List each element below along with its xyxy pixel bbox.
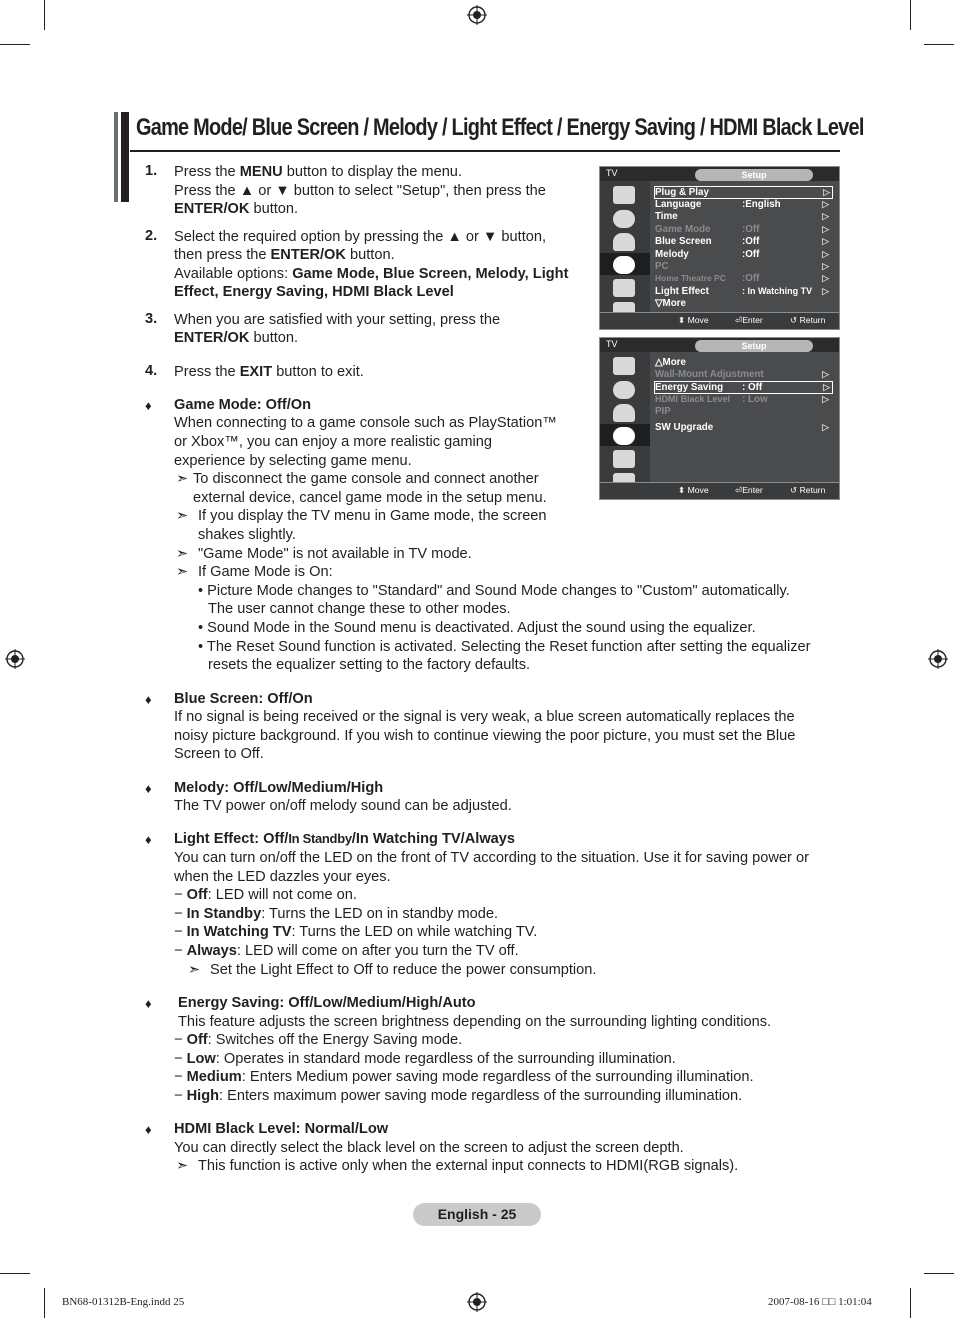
osd-top-bar — [600, 338, 839, 352]
light-effect-item: − In Watching TV: Turns the LED on while watching TV. — [174, 924, 538, 940]
step-3-line: When you are satisfied with your setting, press the — [174, 312, 501, 328]
picture-icon — [613, 357, 635, 375]
title-accent-bar — [114, 112, 118, 202]
crop-mark — [0, 44, 30, 45]
step-number: 3. — [145, 311, 158, 327]
hdmi-heading: HDMI Black Level: Normal/Low — [174, 1121, 389, 1137]
game-note: shakes slightly. — [198, 527, 296, 543]
osd-sidebar — [600, 181, 650, 313]
registration-mark-icon — [467, 1292, 487, 1312]
osd-row-more: ▽More — [655, 298, 686, 309]
game-note: If you display the TV menu in Game mode, the screen — [198, 508, 547, 524]
channel-icon — [613, 233, 635, 251]
step-3-line: ENTER/OK button. — [174, 330, 299, 346]
step-1-line: Press the MENU button to display the menu. — [174, 164, 462, 180]
osd-move-hint: ⬍ Move — [678, 315, 709, 325]
crop-mark — [924, 1273, 954, 1274]
hdmi-text: You can directly select the black level on the screen to adjust the screen depth. — [174, 1140, 684, 1156]
input-icon — [613, 279, 635, 297]
bullet-icon: ♦ — [145, 398, 152, 413]
light-effect-note: Set the Light Effect to Off to reduce the power consumption. — [210, 962, 597, 978]
print-slug-left: BN68-01312B-Eng.indd 25 — [62, 1296, 185, 1308]
step-number: 2. — [145, 228, 158, 244]
light-effect-item: − In Standby: Turns the LED on in standby mode. — [174, 906, 499, 922]
crop-mark — [44, 1288, 45, 1318]
game-sub-item: resets the equalizer setting to the factory defaults. — [208, 657, 531, 673]
step-1-line: Press the ▲ or ▼ button to select "Setup", then press the — [174, 183, 546, 199]
osd-row: Home Theatre PC :Off ▷ — [655, 273, 829, 284]
bullet-icon: ♦ — [145, 1122, 152, 1137]
osd-row: Wall-Mount Adjustment ▷ — [655, 369, 829, 380]
page-number-badge: English - 25 — [413, 1203, 541, 1226]
blue-screen-heading: Blue Screen: Off/On — [174, 691, 313, 707]
melody-heading: Melody: Off/Low/Medium/High — [174, 780, 384, 796]
osd-row: SW Upgrade ▷ — [655, 422, 829, 433]
game-sub-item: • Sound Mode in the Sound menu is deactivated. Adjust the sound using the equalizer. — [198, 620, 756, 636]
step-4-line: Press the EXIT button to exit. — [174, 364, 364, 380]
osd-row: Time ▷ — [655, 211, 829, 222]
osd-row: HDMI Black Level : Low ▷ — [655, 394, 829, 405]
page-title: Game Mode/ Blue Screen / Melody / Light Effect / Energy Saving / HDMI Black Level — [136, 114, 864, 141]
osd-row-more: △More — [655, 357, 686, 368]
channel-icon — [613, 404, 635, 422]
sound-icon — [613, 210, 635, 228]
osd-row: Light Effect : In Watching TV ▷ — [655, 286, 829, 297]
step-2-line: then press the ENTER/OK button. — [174, 247, 395, 263]
note-arrow-icon: ➣ — [176, 1158, 189, 1174]
osd-tv-label: TV — [606, 339, 618, 349]
osd-row: PC ▷ — [655, 261, 829, 272]
step-2-line: Effect, Energy Saving, HDMI Black Level — [174, 284, 454, 300]
game-sub-item: The user cannot change these to other modes. — [208, 601, 511, 617]
osd-row-energy-saving: Energy Saving : Off ▷ — [655, 382, 830, 393]
light-effect-text: when the LED dazzles your eyes. — [174, 869, 391, 885]
game-sub-item: • The Reset Sound function is activated. Selecting the Reset function after setting the equalizer — [198, 639, 811, 655]
game-note: external device, cancel game mode in the setup menu. — [193, 490, 547, 506]
osd-row: Blue Screen :Off ▷ — [655, 236, 829, 247]
game-sub-item: • Picture Mode changes to "Standard" and Sound Mode changes to "Custom" automatically. — [198, 583, 790, 599]
osd-bottom-bar — [600, 482, 839, 499]
game-mode-text: When connecting to a game console such as PlayStation™ — [174, 415, 557, 431]
bullet-icon: ♦ — [145, 996, 152, 1011]
game-mode-heading: Game Mode: Off/On — [174, 397, 312, 413]
step-2-line: Select the required option by pressing the ▲ or ▼ button, — [174, 229, 547, 245]
title-rule — [130, 150, 840, 152]
crop-mark — [0, 1273, 30, 1274]
energy-saving-item: − High: Enters maximum power saving mode regardless of the surrounding illumination. — [174, 1088, 743, 1104]
light-effect-item: − Off: LED will not come on. — [174, 887, 357, 903]
setup-gear-icon — [613, 256, 635, 274]
registration-mark-icon — [928, 649, 948, 669]
game-note: "Game Mode" is not available in TV mode. — [198, 546, 472, 562]
note-arrow-icon: ➣ — [176, 564, 189, 580]
osd-setup-tab: Setup — [695, 340, 813, 352]
setup-gear-icon — [613, 427, 635, 445]
picture-icon — [613, 186, 635, 204]
osd-bottom-bar — [600, 312, 839, 329]
step-number: 4. — [145, 363, 158, 379]
bullet-icon: ♦ — [145, 692, 152, 707]
energy-saving-item: − Low: Operates in standard mode regardless of the surrounding illumination. — [174, 1051, 676, 1067]
registration-mark-icon — [5, 649, 25, 669]
print-slug-right: 2007-08-16 □□ 1:01:04 — [768, 1296, 872, 1308]
osd-top-bar — [600, 167, 839, 181]
osd-row: PIP — [655, 406, 671, 417]
blue-screen-text: noisy picture background. If you wish to continue viewing the poor picture, you must set the Blue — [174, 728, 796, 744]
light-effect-heading: Light Effect: Off/In Standby/In Watching TV/Always — [174, 831, 516, 847]
note-arrow-icon: ➣ — [176, 471, 189, 487]
osd-enter-hint: ⏎Enter — [735, 315, 763, 325]
light-effect-text: You can turn on/off the LED on the front of TV according to the situation. Use it for saving power or — [174, 850, 809, 866]
energy-saving-heading: Energy Saving: Off/Low/Medium/High/Auto — [178, 995, 476, 1011]
hdmi-note: This function is active only when the external input connects to HDMI(RGB signals). — [198, 1158, 739, 1174]
osd-return-hint: ↺ Return — [790, 485, 826, 495]
osd-enter-hint: ⏎Enter — [735, 485, 763, 495]
registration-mark-icon — [467, 5, 487, 25]
energy-saving-item: − Off: Switches off the Energy Saving mode. — [174, 1032, 463, 1048]
step-1-line: ENTER/OK button. — [174, 201, 299, 217]
input-icon — [613, 450, 635, 468]
note-arrow-icon: ➣ — [176, 508, 189, 524]
game-note: To disconnect the game console and connect another — [193, 471, 539, 487]
game-mode-text: or Xbox™, you can enjoy a more realistic gaming — [174, 434, 492, 450]
bullet-icon: ♦ — [145, 781, 152, 796]
osd-row: Game Mode :Off ▷ — [655, 224, 829, 235]
game-note: If Game Mode is On: — [198, 564, 333, 580]
setup-menu-screenshot-2 — [599, 337, 840, 500]
title-accent-bar — [121, 112, 129, 202]
game-mode-text: experience by selecting game menu. — [174, 453, 412, 469]
osd-setup-tab: Setup — [695, 169, 813, 181]
osd-return-hint: ↺ Return — [790, 315, 826, 325]
note-arrow-icon: ➣ — [176, 546, 189, 562]
step-number: 1. — [145, 163, 158, 179]
osd-sidebar — [600, 352, 650, 483]
osd-row-plug-play: Plug & Play ▷ — [655, 187, 830, 198]
osd-move-hint: ⬍ Move — [678, 485, 709, 495]
crop-mark — [910, 0, 911, 30]
blue-screen-text: If no signal is being received or the signal is very weak, a blue screen automatically replaces the — [174, 709, 795, 725]
energy-saving-item: − Medium: Enters Medium power saving mode regardless of the surrounding illumination. — [174, 1069, 754, 1085]
step-2-line: Available options: Game Mode, Blue Screen, Melody, Light — [174, 266, 569, 282]
energy-saving-text: This feature adjusts the screen brightness depending on the surrounding lighting conditions. — [178, 1014, 772, 1030]
crop-mark — [924, 44, 954, 45]
sound-icon — [613, 381, 635, 399]
melody-text: The TV power on/off melody sound can be adjusted. — [174, 798, 512, 814]
osd-row: Language :English ▷ — [655, 199, 829, 210]
osd-tv-label: TV — [606, 168, 618, 178]
bullet-icon: ♦ — [145, 832, 152, 847]
blue-screen-text: Screen to Off. — [174, 746, 264, 762]
setup-menu-screenshot-1 — [599, 166, 840, 330]
light-effect-item: − Always: LED will come on after you turn the TV off. — [174, 943, 519, 959]
note-arrow-icon: ➣ — [188, 962, 201, 978]
crop-mark — [910, 1288, 911, 1318]
crop-mark — [44, 0, 45, 30]
osd-row: Melody :Off ▷ — [655, 249, 829, 260]
